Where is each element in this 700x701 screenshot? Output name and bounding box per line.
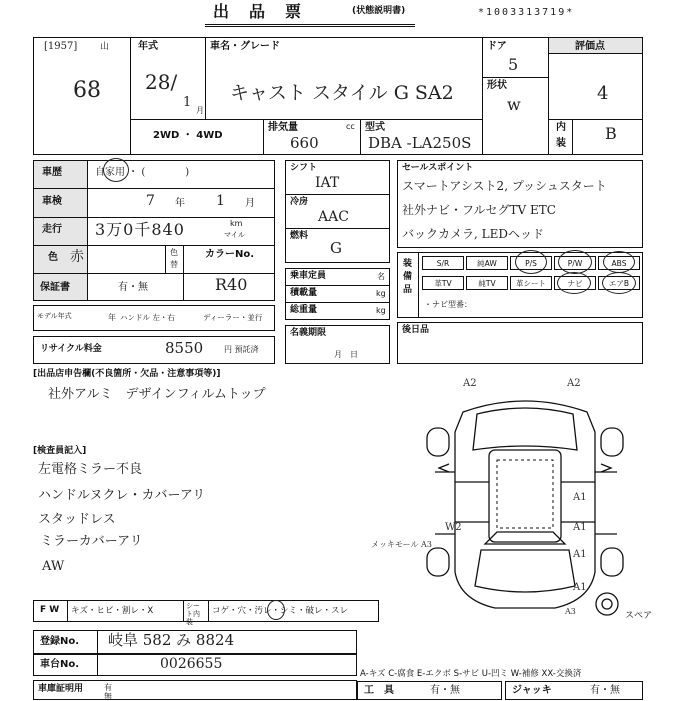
interior-label-2: 装: [556, 138, 566, 149]
sales-point-line-3: バックカメラ, LEDヘッド: [402, 227, 544, 241]
chassis-value: 0026655: [160, 656, 223, 672]
mileage-unit-km: km: [230, 219, 243, 228]
year-value: 28/: [145, 70, 178, 94]
shape-value: w: [507, 95, 521, 114]
damage-mark-left-rear: W2: [445, 522, 462, 533]
seat-interior-items: コゲ・穴・汚レ・シミ・破レ・スレ: [212, 606, 349, 616]
equip-genuine-tv: 純TV: [466, 276, 508, 290]
damage-mark-right-rear-fender: A1: [573, 549, 587, 560]
year-month-value: 1: [183, 95, 192, 110]
declaration-label: [出品店申告欄(不良箇所・欠品・注意事項等)]: [33, 369, 221, 379]
doors-label: ドア: [487, 41, 507, 52]
aircon-value: AAC: [318, 209, 349, 225]
warranty-label: 保証書: [40, 282, 70, 293]
drive-label: 2WD ・ 4WD: [153, 130, 223, 141]
jack-label: ジャッキ: [512, 685, 552, 696]
history-value: 自家用 ・ ( ): [95, 167, 190, 178]
color-label: 色: [48, 252, 58, 263]
seat-stain-circle: [267, 600, 285, 620]
recycle-unit: 円 預託済: [224, 345, 259, 354]
model-code-label: 型式: [365, 122, 385, 133]
later-items-label: 後日品: [402, 325, 430, 335]
inspector-line-4: ミラーカバーアリ: [40, 534, 143, 549]
handle-label: ハンドル 左・右: [120, 313, 175, 322]
cert-option-2: 無: [104, 692, 112, 701]
seat-interior-label: シート内装: [186, 602, 200, 626]
equip-pw-circle: [558, 250, 592, 274]
mileage-unit-mile: マイル: [224, 231, 245, 239]
registration-label: 登録No.: [40, 636, 80, 647]
color-change-label-1: 色: [170, 248, 178, 257]
inspector-label: [検査員記入]: [33, 446, 87, 456]
damage-code-legend: A-キズ C-腐食 E-エクボ S-サビ U-凹ミ W-補修 XX-交換済: [360, 669, 582, 679]
aircon-label: 冷房: [290, 197, 309, 207]
capacity-load-label: 積載量: [290, 288, 318, 298]
inspector-line-1: 左電格ミラー不良: [38, 462, 143, 477]
sales-point-line-1: スマートアシスト2, プッシュスタート: [402, 179, 607, 193]
color-no-value: R40: [215, 275, 248, 294]
model-year-label: モデル年式: [37, 312, 72, 320]
tools-value: 有・無: [430, 685, 460, 696]
equip-alloy-wheels: 純AW: [466, 256, 508, 270]
car-name-label: 車名・グレード: [210, 41, 280, 52]
warranty-value: 有・無: [118, 282, 148, 293]
shift-label: シフト: [290, 163, 318, 173]
equip-power-steering: P/S: [510, 256, 552, 270]
doors-value: 5: [508, 55, 519, 74]
page-title: 出 品 票: [213, 2, 304, 21]
displacement-label: 排気量: [268, 122, 298, 133]
damage-mark-chrome-molding: メッキモール A3: [371, 540, 432, 549]
inspection-label: 車検: [42, 196, 62, 207]
recycle-label: リサイクル料金: [40, 344, 102, 354]
capacity-weight-label: 総重量: [290, 305, 318, 315]
page-subtitle: (状態説明書): [352, 6, 406, 16]
damage-mark-rear-right: A1: [573, 582, 587, 593]
registration-expiry-unit: 月 日: [334, 350, 358, 359]
later-items-box: [397, 322, 643, 364]
shift-value: IAT: [315, 175, 340, 191]
score-value: 4: [597, 83, 609, 104]
displacement-value: 660: [290, 134, 319, 152]
history-label: 車歴: [42, 167, 62, 178]
declaration-value: 社外アルミ デザインフィルムトップ: [48, 387, 266, 402]
spare-label: スペア: [625, 611, 653, 621]
mileage-value: 3万0千840: [95, 220, 185, 239]
serial-number: *1003313719*: [478, 7, 575, 18]
car-name-value: キャスト スタイル G SA2: [230, 82, 454, 104]
damage-mark-front-right: A2: [567, 378, 581, 389]
lot-unit: 山: [100, 42, 110, 52]
model-code-value: DBA -LA250S: [368, 134, 472, 152]
lot-number: 68: [73, 78, 101, 103]
equip-abs: ABS: [598, 256, 640, 270]
equip-abs-circle: [603, 251, 635, 273]
inspection-year-unit: 年: [175, 198, 185, 209]
tools-label: 工 具: [364, 685, 394, 696]
equip-power-windows: P/W: [554, 256, 596, 270]
equip-navi: ナビ: [554, 276, 596, 290]
color-change-label-2: 替: [170, 260, 178, 269]
equip-ps-circle: [515, 250, 547, 274]
model-year-unit: 年: [108, 313, 116, 322]
equip-airbag-circle: [602, 272, 636, 294]
year-month-unit: 月: [196, 106, 204, 115]
car-damage-diagram: [371, 372, 653, 622]
year-label: 年式: [138, 41, 158, 52]
interior-value: B: [605, 124, 617, 143]
capacity-weight-unit: kg: [376, 306, 386, 315]
equip-navi-circle: [557, 272, 591, 294]
fuel-label: 燃料: [290, 231, 309, 241]
color-value: 赤: [70, 249, 84, 265]
registration-value: 岐阜 582 み 8824: [108, 631, 235, 649]
color-no-label: カラーNo.: [205, 249, 255, 260]
capacity-passengers-unit: 名: [377, 272, 385, 281]
damage-mark-front-left: A2: [463, 378, 477, 389]
capacity-load-unit: kg: [376, 289, 386, 298]
cert-label: 車庫証明用: [38, 684, 84, 694]
jack-value: 有・無: [590, 685, 620, 696]
equip-airbag: エアB: [598, 276, 640, 290]
chassis-label: 車台No.: [40, 659, 80, 670]
dealer-label: ディーラー・並行: [203, 313, 263, 322]
damage-mark-rear-bottom: A3: [565, 607, 576, 616]
navi-model-label: ・ナビ型番：: [424, 300, 472, 309]
displacement-unit: cc: [346, 122, 355, 131]
equip-leather-tv: 革TV: [422, 276, 464, 290]
lot-bracket: [1957]: [44, 41, 78, 52]
inspection-month: 1: [216, 193, 225, 209]
inspector-line-3: スタッドレス: [38, 512, 116, 527]
sales-points-label: セールスポイント: [402, 163, 474, 173]
equipment-label: 装備品: [403, 259, 413, 295]
history-selected-circle: [103, 158, 129, 182]
shape-label: 形状: [487, 80, 507, 91]
sales-point-line-2: 社外ナビ・フルセグTV ETC: [402, 203, 556, 217]
equip-sunroof: S/R: [422, 256, 464, 270]
inspector-line-5: AW: [42, 559, 65, 574]
fw-label: F W: [40, 605, 60, 615]
fuel-value: G: [330, 239, 342, 257]
score-label: 評価点: [575, 41, 605, 52]
registration-expiry-label: 名義期限: [290, 328, 327, 338]
inspection-year: 7: [146, 193, 155, 209]
damage-mark-right-rear-door: A1: [573, 522, 587, 533]
fw-items: キズ・ヒビ・割レ・X: [71, 606, 154, 616]
inspector-line-2: ハンドルヌクレ・カバーアリ: [38, 488, 206, 503]
interior-label-1: 内: [556, 122, 566, 133]
mileage-label: 走行: [42, 224, 62, 235]
capacity-passengers-label: 乗車定員: [290, 271, 327, 281]
recycle-value: 8550: [165, 339, 204, 357]
equip-leather-seat: 革シート: [510, 276, 552, 290]
inspection-month-unit: 月: [245, 198, 255, 209]
damage-mark-right-front-door: A1: [573, 492, 587, 503]
cert-option-1: 有: [104, 683, 112, 692]
